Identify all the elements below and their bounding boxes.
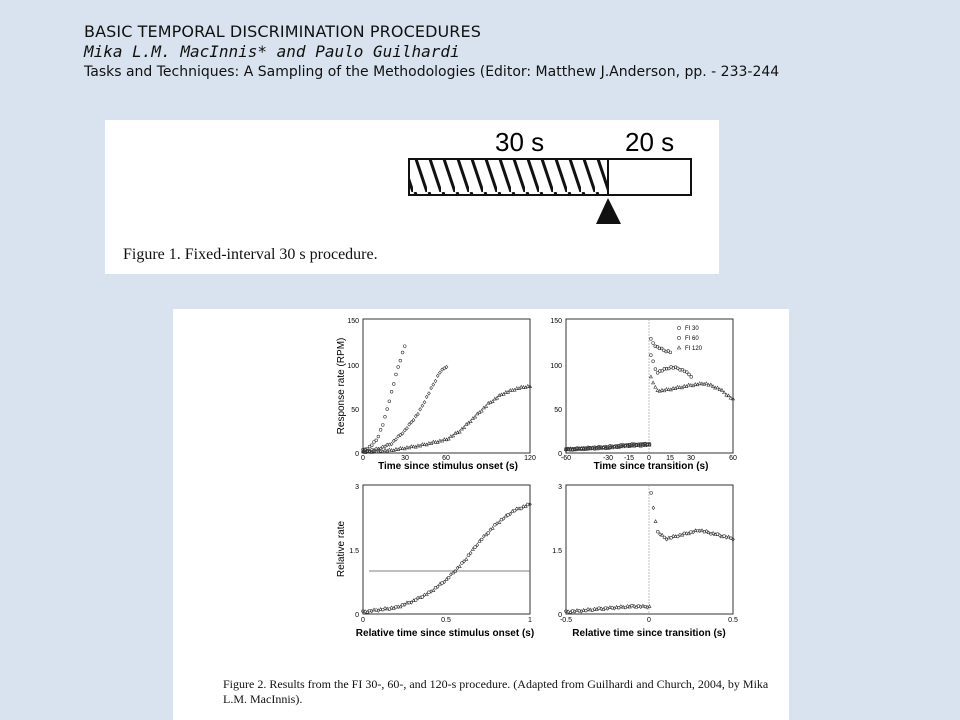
x-tick-label: 60 [442, 455, 450, 462]
data-point [408, 423, 411, 426]
x-tick-label: 60 [729, 455, 737, 462]
data-point [727, 394, 730, 397]
data-point [417, 412, 420, 415]
data-point [460, 562, 463, 565]
data-point [474, 546, 477, 549]
data-point [430, 386, 433, 389]
data-point [390, 390, 393, 393]
panel-top-left [336, 318, 536, 472]
label-30s: 30 s [495, 127, 545, 157]
data-point [520, 507, 523, 510]
data-point [648, 605, 651, 608]
data-point [421, 596, 424, 599]
data-point [480, 409, 483, 412]
data-point [379, 428, 382, 431]
plot-frame [566, 485, 733, 614]
data-point [375, 439, 378, 442]
y-tick-label: 50 [554, 407, 562, 414]
data-point [469, 420, 472, 423]
y-tick-label: 1.5 [349, 548, 359, 555]
x-axis-label: Relative time since stimulus onset (s) [355, 628, 535, 639]
data-point [656, 530, 659, 533]
data-point [434, 379, 437, 382]
x-axis-label: Relative time since transition (s) [572, 628, 726, 639]
data-point [395, 373, 398, 376]
authors: Mika L.M. MacInnis* and Paulo Guilhardi [84, 42, 460, 61]
data-point [652, 360, 655, 363]
data-point [649, 337, 652, 340]
label-20s: 20 s [625, 127, 675, 157]
x-tick-label: 0.5 [441, 617, 451, 624]
data-point [432, 383, 435, 386]
data-point [458, 430, 461, 433]
source-citation: Tasks and Techniques: A Sampling of the Methodologies (Editor: Matthew J.Anderson, pp. - 233-244 [84, 64, 780, 80]
data-point [436, 374, 439, 377]
x-tick-label: 0 [361, 455, 365, 462]
data-point [465, 558, 468, 561]
legend-label-fi30: FI 30 [685, 326, 699, 332]
x-tick-label: 120 [524, 455, 536, 462]
slide-title: BASIC TEMPORAL DISCRIMINATION PROCEDURES [84, 22, 481, 41]
data-point [513, 509, 516, 512]
y-tick-label: 100 [550, 363, 562, 370]
series-group [362, 503, 532, 614]
series-group [362, 345, 532, 454]
data-point [439, 371, 442, 374]
data-point [709, 383, 712, 386]
series-group [565, 492, 735, 614]
y-tick-label: 3 [355, 484, 359, 491]
panel-bottom-right [552, 484, 738, 639]
y-tick-label: 3 [558, 484, 562, 491]
data-point [491, 527, 494, 530]
data-point [663, 536, 666, 539]
figure-1-caption: Figure 1. Fixed-interval 30 s procedure. [123, 246, 378, 263]
data-point [403, 345, 406, 348]
data-point [377, 435, 380, 438]
data-point [403, 429, 406, 432]
y-tick-label: 150 [347, 318, 359, 325]
y-tick-label: 100 [347, 363, 359, 370]
data-point [485, 405, 488, 408]
data-point [720, 389, 723, 392]
data-point [480, 538, 483, 541]
blank-interval-bar [608, 159, 691, 195]
data-point [425, 395, 428, 398]
data-point [388, 400, 391, 403]
figure-1 [105, 120, 719, 274]
x-tick-label: 1 [528, 617, 532, 624]
data-point [386, 408, 389, 411]
data-point [414, 599, 417, 602]
x-axis-label: Time since transition (s) [593, 461, 709, 472]
legend-marker-fi120 [677, 346, 680, 349]
data-point [381, 424, 384, 427]
data-point [654, 520, 657, 523]
x-tick-label: 15 [666, 455, 674, 462]
data-point [397, 366, 400, 369]
data-point [650, 492, 653, 495]
x-tick-label: -60 [560, 455, 572, 462]
x-tick-label: -15 [623, 455, 635, 462]
legend [677, 326, 702, 352]
data-point [412, 418, 415, 421]
data-point [384, 415, 387, 418]
figure-2-caption: Figure 2. Results from the FI 30-, 60-, and 120-s procedure. (Adapted from Guilhardi and Church, 2004, by Mika L.M. MacInnis). [223, 677, 769, 706]
legend-label-fi60: FI 60 [685, 336, 699, 342]
legend-label-fi120: FI 120 [685, 346, 703, 352]
y-axis-label: Relative rate [336, 520, 347, 578]
x-tick-label: 0 [647, 617, 651, 624]
y-tick-label: 0 [558, 451, 562, 458]
figure-2 [173, 309, 789, 720]
x-tick-label: 0 [361, 617, 365, 624]
data-point [401, 351, 404, 354]
data-point [421, 404, 424, 407]
data-point [410, 421, 413, 424]
data-point [669, 351, 672, 354]
data-point [705, 382, 708, 385]
data-point [428, 392, 431, 395]
y-tick-label: 1.5 [552, 548, 562, 555]
data-point [690, 375, 693, 378]
data-point [392, 383, 395, 386]
figure-2-plots [173, 309, 789, 669]
x-tick-label: -30 [602, 455, 614, 462]
hatched-interval-bar [409, 159, 608, 195]
data-point [649, 354, 652, 357]
data-point [487, 532, 490, 535]
data-point [652, 506, 655, 509]
data-point [370, 444, 373, 447]
data-point [463, 426, 466, 429]
data-point [458, 565, 461, 568]
y-axis-label: Response rate (RPM) [336, 337, 347, 435]
y-tick-label: 50 [351, 407, 359, 414]
plot-frame [363, 319, 530, 453]
data-point [423, 401, 426, 404]
x-tick-label: -0.5 [559, 617, 573, 624]
y-tick-label: 0 [355, 612, 359, 619]
panel-bottom-left [336, 484, 534, 639]
plot-frame [363, 485, 530, 614]
data-point [652, 342, 655, 345]
data-point [688, 373, 691, 376]
x-tick-label: 0 [647, 455, 651, 462]
data-point [654, 368, 657, 371]
data-point [649, 375, 652, 378]
data-point [432, 589, 435, 592]
panel-top-right [550, 318, 737, 472]
reinforcement-triangle [596, 198, 621, 224]
data-point [652, 381, 655, 384]
legend-marker-fi30 [677, 326, 680, 329]
x-tick-label: 0.5 [728, 617, 738, 624]
data-point [467, 554, 470, 557]
y-tick-label: 0 [355, 451, 359, 458]
data-point [406, 426, 409, 429]
x-tick-label: 30 [401, 455, 409, 462]
slide-header [84, 22, 779, 82]
legend-marker-fi60 [677, 336, 680, 339]
y-tick-label: 150 [550, 318, 562, 325]
data-point [414, 415, 417, 418]
series-group [565, 337, 735, 451]
data-point [498, 521, 501, 524]
data-point [474, 415, 477, 418]
data-point [716, 386, 719, 389]
data-point [447, 576, 450, 579]
y-tick-label: 0 [558, 612, 562, 619]
x-tick-label: 30 [687, 455, 695, 462]
x-axis-label: Time since stimulus onset (s) [378, 461, 518, 472]
data-point [654, 385, 657, 388]
data-point [419, 408, 422, 411]
data-point [399, 359, 402, 362]
